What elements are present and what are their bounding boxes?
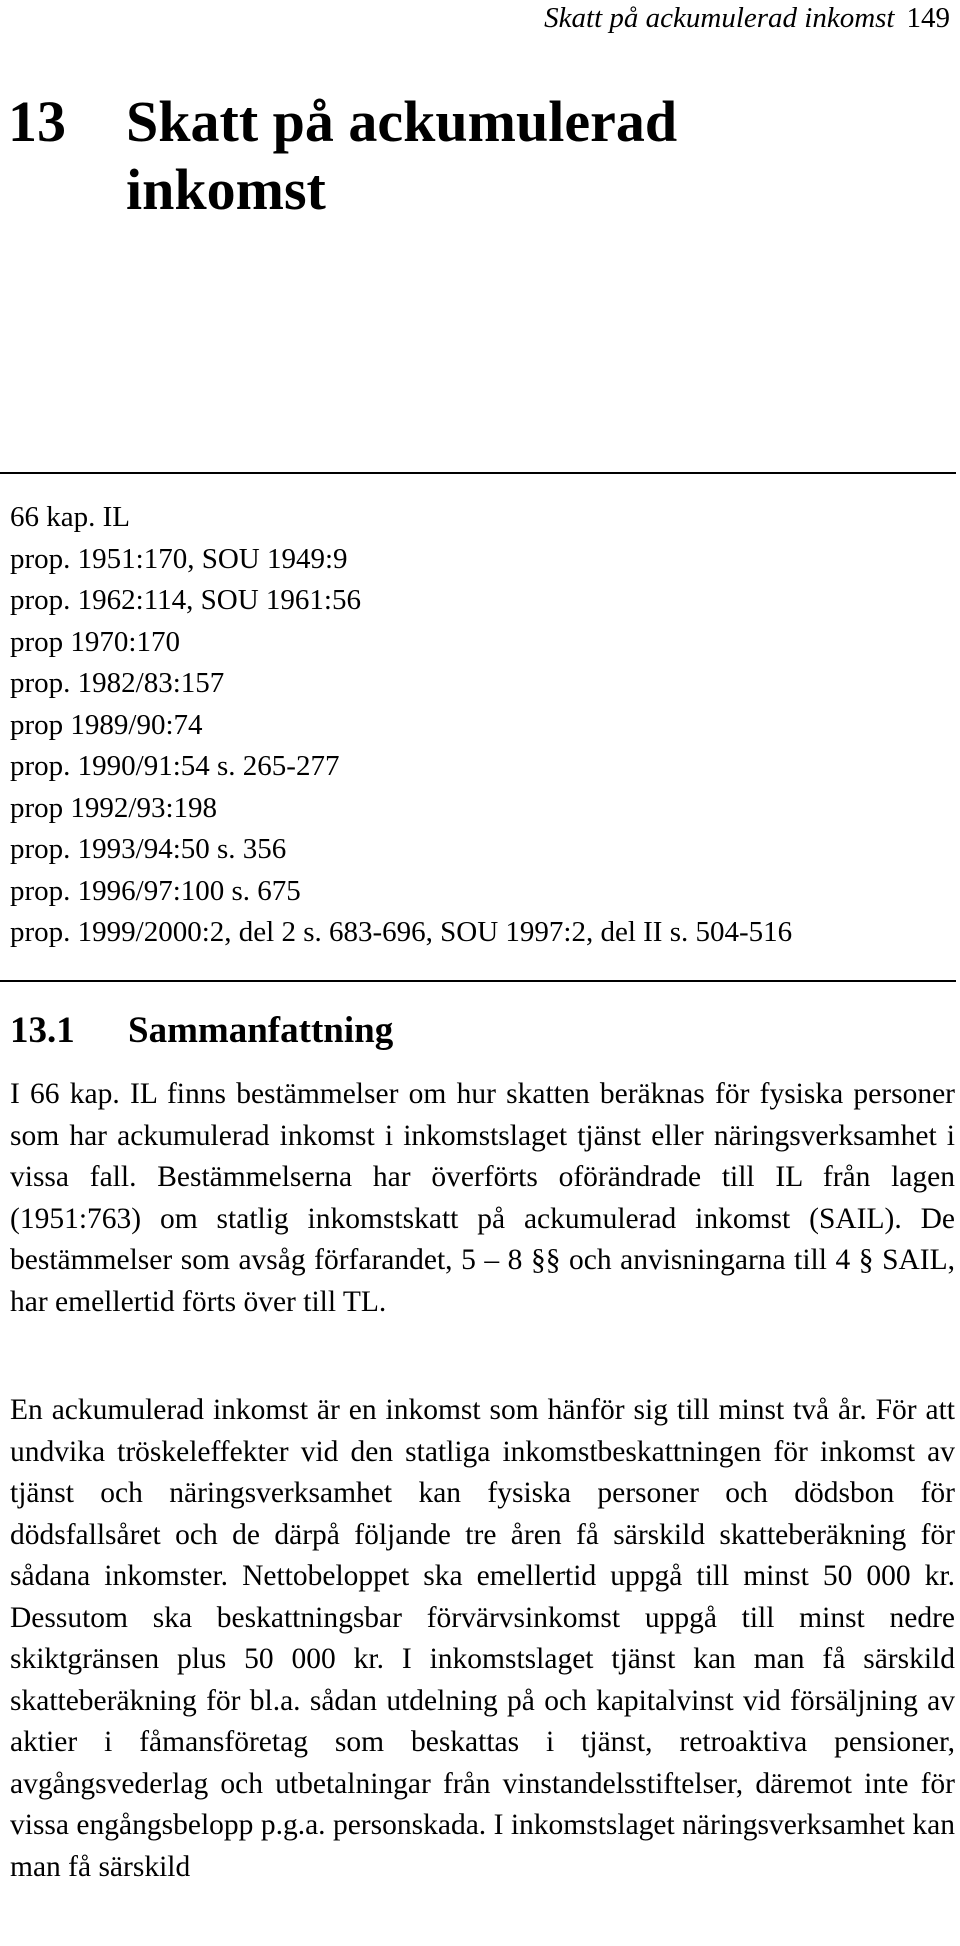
reference-item: prop. 1982/83:157 <box>10 667 225 699</box>
reference-item: prop 1989/90:74 <box>10 708 203 741</box>
reference-item: prop. 1999/2000:2, del 2 s. 683-696, SOU 1997:2, del II s. 504-516 <box>10 916 793 948</box>
chapter-title-line2: inkomst <box>126 157 326 222</box>
page-number: 149 <box>906 2 950 34</box>
reference-item: prop. 1951:170, SOU 1949:9 <box>10 542 348 575</box>
reference-item: prop 1970:170 <box>10 625 180 658</box>
chapter-number: 13 <box>8 89 66 154</box>
top-rule <box>0 472 956 474</box>
reference-item: prop. 1996/97:100 s. 675 <box>10 874 301 907</box>
reference-item: 66 kap. IL <box>10 501 130 533</box>
reference-item: prop 1992/93:198 <box>10 791 218 824</box>
section-number: 13.1 <box>10 1010 75 1051</box>
reference-item: prop. 1993/94:50 s. 356 <box>10 833 287 865</box>
chapter-heading <box>8 88 677 224</box>
running-header <box>544 0 950 36</box>
section-heading <box>10 1007 393 1055</box>
reference-list <box>10 497 792 954</box>
running-title: Skatt på ackumulerad inkomst <box>544 2 895 34</box>
reference-item: prop. 1990/91:54 s. 265-277 <box>10 750 340 782</box>
chapter-title-line1: Skatt på ackumulerad <box>126 89 678 154</box>
bottom-rule <box>0 980 956 982</box>
body-paragraph: I 66 kap. IL finns bestämmelser om hur skatten beräknas för fysiska personer som har ackumulerad inkomst i inkomstslaget tjänst eller näringsverksamhet i vissa fall. Bestämmelserna har överförts oförändrade till IL från lagen (1951:763) om statlig inkomstskatt på ackumulerad inkomst (SAIL). De bestämmelser som avsåg förfarandet, 5 – 8 §§ och anvisningarna till 4 § SAIL, har emellertid förts över till TL. <box>10 1078 955 1318</box>
section-title: Sammanfattning <box>128 1010 394 1051</box>
reference-item: prop. 1962:114, SOU 1961:56 <box>10 584 361 616</box>
body-paragraph: En ackumulerad inkomst är en inkomst som hänför sig till minst två år. För att undvika tröskeleffekter vid den statliga inkomstbeskattningen för inkomst av tjänst och näringsverksamhet kan fysiska personer och dödsbon för dödsfallsåret och de därpå följande tre åren få särskild skatteberäkning för sådana inkomster. Nettobeloppet ska emellertid uppgå till minst 50 000 kr. Dessutom ska beskattningsbar förvärvsinkomst uppgå till minst nedre skiktgränsen plus 50 000 kr. I inkomstslaget tjänst kan man få särskild skatteberäkning för bl.a. sådan utdelning på och kapitalvinst vid försäljning av aktier i fåmansföretag som beskattas i tjänst, retroaktiva pensioner, avgångsvederlag och utbetalningar från vinstandelsstiftelser, däremot inte för vissa engångsbelopp p.g.a. personskada. I inkomstslaget näringsverksamhet kan man få särskild <box>10 1394 955 1883</box>
